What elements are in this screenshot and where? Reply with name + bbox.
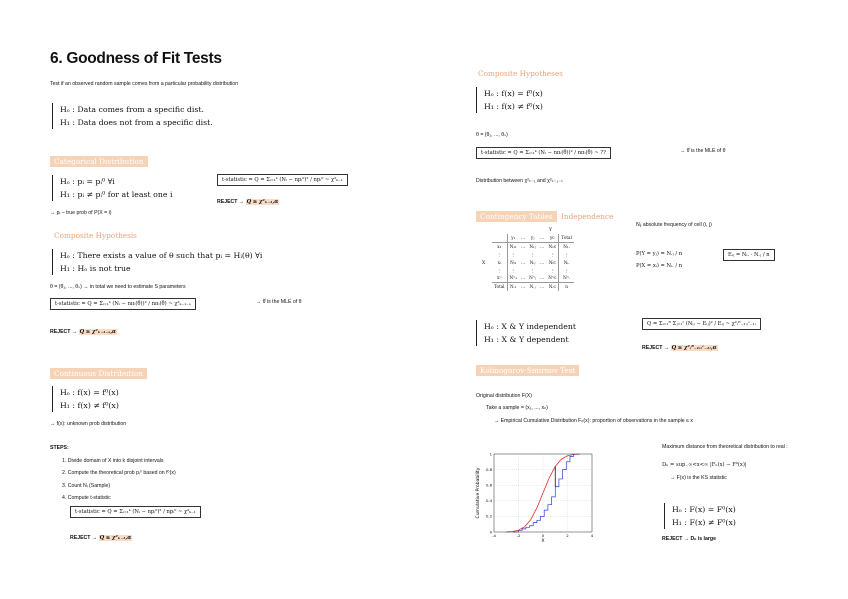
h0-text: Hₒ : X & Y independent [484, 322, 576, 331]
categorical-note: → pᵢ – true prob of P(X = i) [50, 210, 112, 216]
h0-text: Hₒ : pᵢ = pᵢ⁰ ∀i [60, 177, 115, 186]
reject-condition: Q ≥ χ²ₖ₋₁,α [246, 199, 279, 205]
contingency-stat-box: Q = Σᵢ₌₁ᴿ Σⱼ₌₁ᶜ (Nᵢⱼ − Eᵢⱼ)² / Eᵢⱼ ~ χ²₍ᴿ₋₁₎₍ᶜ₋₁₎ [642, 318, 761, 330]
row-label: xᵢ [497, 259, 501, 265]
table-cell: N₁₁ [507, 242, 519, 250]
table-row [492, 242, 574, 250]
table-cell: … [540, 275, 545, 281]
reject-condition: Q ≥ χ²ₖ₋₁₋ₛ,α [79, 329, 117, 335]
step-item: 1. Divide domain of X into k disjoint intervals [62, 458, 164, 464]
table-cell: … [520, 244, 526, 250]
contingency-subheader: Independence [561, 212, 614, 221]
x-tick-label: 4 [590, 533, 594, 538]
composite-left-mle: → θ̂ is the MLE of θ [256, 299, 302, 305]
table-cell: N.ᴄ [546, 282, 559, 290]
table-cell: … [520, 275, 526, 281]
py-formula: P(Y = yⱼ) = N.ⱼ / n [636, 251, 683, 257]
table-row [492, 274, 574, 282]
table-cell: ⋮ [550, 251, 555, 257]
composite-left-reject [50, 329, 117, 336]
table-cell [538, 266, 546, 274]
table-cell: … [520, 284, 526, 290]
y-tick-label: 1 [489, 451, 492, 457]
chart-ticks [486, 451, 594, 538]
composite-left-theta: θ = (θ₁, ..., θₛ) → in total we need to estimate S parameters [50, 284, 186, 290]
col-header: y₁ [507, 234, 519, 242]
table-cell: ⋮ [550, 267, 555, 273]
composite-right-stat-box: t-statistic = Q = Σᵢ₌₁ᵏ (Nᵢ − nπᵢ(θ̂))² / nπᵢ(θ̂) ~ ?? [476, 147, 611, 159]
continuous-header: Continuous Distribution [50, 368, 147, 379]
table-cell: ⋮ [507, 251, 519, 259]
table-row [492, 266, 574, 274]
ks-sample: Take a sample = (x₁, ..., xₙ) [486, 405, 548, 411]
eij-box: Eᵢⱼ = Nᵢ. · N.ⱼ / n [723, 249, 775, 261]
x-axis-label: X [482, 261, 486, 266]
ks-dn-note: → F(x) is the KS statistic [670, 475, 727, 481]
col-header: … [520, 235, 526, 241]
table-cell: N₁. [559, 242, 574, 250]
table-cell: ⋮ [559, 251, 574, 259]
step-item: 4. Compute t-statistic [62, 494, 111, 501]
categorical-reject [217, 199, 279, 206]
table-cell: Nᵢᴄ [548, 259, 556, 265]
table-cell: Nᵢ₁ [507, 258, 519, 266]
ks-dn-formula: Dₙ = sup₋∞<x<∞ |Fₙ(x) − F⁰(x)| [662, 462, 747, 468]
table-cell: ⋮ [530, 267, 535, 273]
composite-right-between: Distribution between χ²ₖ₋₁ and χ²ₖ₋₁₋ₛ [476, 178, 563, 184]
y-tick-label: 0.8 [485, 466, 492, 472]
table-cell: Nᵢⱼ [529, 259, 536, 265]
table-cell: Nᴳ₁ [507, 274, 519, 282]
contingency-table [492, 234, 574, 291]
x-tick-label: -2 [516, 533, 521, 538]
continuous-reject [70, 535, 132, 542]
table-header-row [492, 234, 574, 242]
h0-text: Hₒ : f(x) = f⁰(x) [484, 89, 543, 98]
h0-text: Hₒ : Data comes from a specific dist. [60, 105, 205, 114]
composite-left-header: Composite Hypothesis [54, 231, 137, 240]
steps-list [62, 455, 176, 504]
table-row [492, 258, 574, 266]
y-tick-label: 0.6 [485, 482, 492, 488]
table-cell: … [540, 284, 545, 290]
row-label: ⋮ [497, 267, 502, 273]
table-cell: … [540, 259, 545, 265]
reject-label: REJECT → [642, 345, 670, 351]
categorical-header: Categorical Distribution [50, 156, 148, 167]
y-tick-label: 0.2 [485, 513, 492, 519]
intro-text: Test if an observed random sample comes from a particular probability distribution [50, 81, 238, 87]
composite-right-hypotheses [476, 87, 543, 113]
table-cell: Nᴳᴄ [548, 275, 557, 281]
reject-condition: Q ≥ χ²ₖ₋₁,α [99, 535, 132, 541]
col-header: Total [559, 234, 574, 242]
col-header: yᴄ [549, 235, 555, 241]
row-label: ⋮ [497, 251, 502, 257]
table-cell: ⋮ [530, 251, 535, 257]
composite-left-hypotheses [52, 249, 262, 275]
categorical-stat-box: t-statistic = Q = Σᵢ₌₁ᵏ (Nᵢ − npᵢ⁰)² / npᵢ⁰ ~ χ²ₖ₋₁ [217, 174, 348, 186]
row-label: Total [492, 282, 507, 290]
composite-right-mle: → θ̂ is the MLE of θ [680, 148, 726, 154]
table-row [492, 251, 574, 259]
marginal-probs [636, 248, 682, 272]
contingency-hypotheses [476, 320, 576, 346]
table-cell: N₁ᴄ [546, 242, 559, 250]
ks-original: Original distribution F(X) [476, 393, 532, 399]
contingency-reject [642, 345, 718, 352]
table-cell: Nᴳ. [559, 274, 574, 282]
row-label: x₁ [492, 242, 507, 250]
y-axis-label: Cumulative Probability [476, 467, 481, 519]
table-cell: … [540, 244, 545, 250]
table-cell: Nᵢ. [559, 258, 574, 266]
ks-cdf-chart [472, 448, 598, 544]
reject-label: REJECT → [70, 535, 98, 541]
main-hypotheses [52, 103, 213, 129]
col-header: … [540, 235, 545, 241]
table-cell [538, 251, 546, 259]
h1-text: H₁ : f(x) ≠ f⁰(x) [484, 102, 543, 111]
reject-label: REJECT → [50, 329, 78, 335]
table-cell: Nᴳⱼ [529, 275, 537, 281]
continuous-note: → f(x): unknown prob distribution [50, 421, 127, 427]
h1-text: H₁ : f(x) ≠ f⁰(x) [60, 401, 119, 410]
categorical-hypotheses [52, 175, 172, 201]
table-cell: N₁ⱼ [527, 242, 538, 250]
table-cell: N.₁ [507, 282, 519, 290]
table-total-row [492, 282, 574, 290]
step-item: 3. Count Nᵢ (Sample) [62, 482, 111, 489]
ks-header: Kolmogorov-Smirnov Test [476, 365, 579, 376]
h0-text: Hₒ : F(x) = F⁰(x) [672, 505, 736, 514]
y-axis-label: Y [549, 228, 552, 233]
h1-text: H₁ : pᵢ ≠ pᵢ⁰ for at least one i [60, 190, 173, 199]
x-tick-label: -4 [492, 533, 496, 538]
continuous-hypotheses [52, 386, 119, 412]
nij-note: Nᵢⱼ absolute frequency of cell (i, j) [636, 222, 712, 228]
ks-maxdist: Maximum distance from theoretical distribution to real : [662, 444, 788, 450]
x-tick-label: 2 [566, 533, 569, 538]
reject-label: REJECT → [217, 199, 245, 205]
ks-empirical: → Empirical Cumulative Distribution Fₙ(x): proportion of observations in the sample ≤ x [494, 418, 693, 424]
page-title: 6. Goodness of Fit Tests [50, 50, 222, 67]
table-cell [519, 266, 527, 274]
ks-hypotheses [664, 503, 736, 529]
table-cell: ⋮ [507, 266, 519, 274]
composite-left-stat-box: t-statistic = Q = Σᵢ₌₁ᵏ (Nᵢ − nπᵢ(θ̂))² / nπᵢ(θ̂) ~ χ²ₖ₋₁₋ₛ [50, 298, 196, 310]
col-header: yⱼ [530, 235, 535, 241]
composite-right-theta: θ = (θ₁, ..., θₛ) [476, 132, 508, 138]
row-label: xᴳ [497, 275, 502, 281]
table-cell [519, 251, 527, 259]
reject-condition: Q ≥ χ²₍ᴿ₋₁₎₍ᶜ₋₁₎,α [671, 345, 717, 351]
y-tick-label: 0 [489, 529, 492, 535]
table-cell: … [520, 259, 526, 265]
y-tick-label: 0.4 [485, 498, 492, 504]
empirical-cdf-line [514, 454, 574, 532]
h0-text: Hₒ : f(x) = f⁰(x) [60, 388, 119, 397]
h1-text: H₁ : Hₒ is not true [60, 264, 131, 273]
h1-text: H₁ : F(x) ≠ F⁰(x) [672, 518, 736, 527]
composite-right-header: Composite Hypotheses [478, 69, 563, 78]
h1-text: H₁ : X & Y dependent [484, 335, 569, 344]
h0-text: Hₒ : There exists a value of θ such that pᵢ = Hᵢ(θ) ∀i [60, 251, 263, 260]
step-item: 2. Compute the theoretical prob pᵢ⁰ based on f⁰(x) [62, 470, 176, 477]
table-cell: ⋮ [559, 266, 574, 274]
table-cell: n [559, 282, 574, 290]
table-cell: N.ⱼ [527, 282, 538, 290]
contingency-header: Contingency Tables [476, 211, 557, 222]
ks-reject: REJECT → Dₙ is large [662, 536, 716, 542]
h1-text: H₁ : Data does not from a specific dist. [60, 118, 213, 127]
continuous-stat-box: t-statistic = Q = Σᵢ₌₁ᵏ (Nᵢ − npᵢ⁰)² / npᵢ⁰ ~ χ²ₖ₋₁ [70, 506, 201, 518]
x-axis-label: X [541, 539, 545, 544]
contingency-header-group [476, 206, 613, 224]
px-formula: P(X = xᵢ) = Nᵢ. / n [636, 263, 683, 269]
steps-title: STEPS: [50, 445, 69, 451]
x-tick-label: 0 [541, 533, 545, 538]
